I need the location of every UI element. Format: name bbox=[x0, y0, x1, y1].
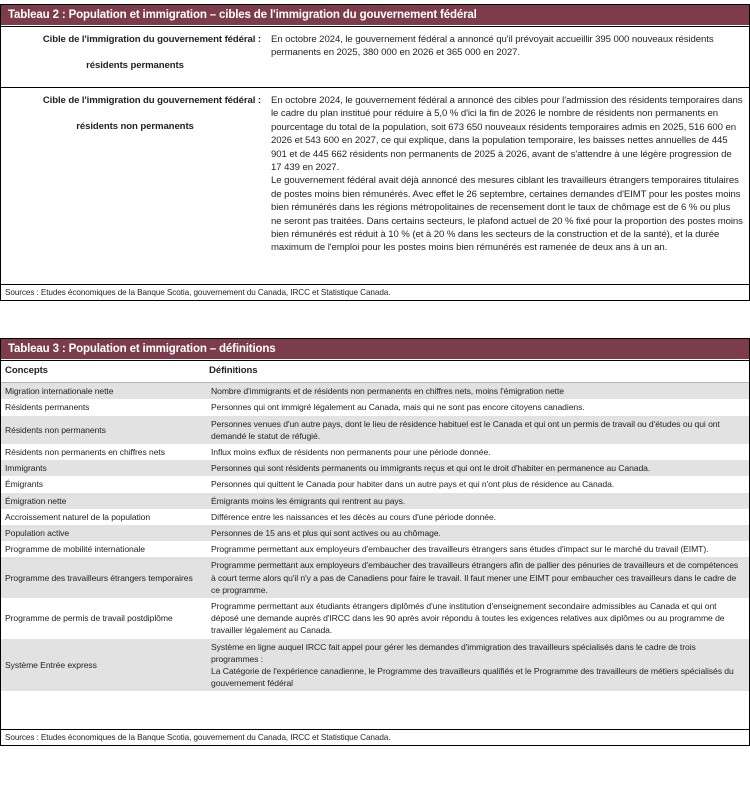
table-row bbox=[1, 493, 749, 509]
table-2-row-1-value bbox=[265, 88, 749, 261]
concept-cell: Immigrants bbox=[1, 460, 205, 476]
definition-cell: Personnes venues d'un autre pays, dont le lieu de résidence habituel est le Canada et qui ont un permis de travail ou d'études ou qui ont demandé le statut de réfugié. bbox=[205, 416, 749, 444]
table-row bbox=[1, 383, 749, 400]
table-2-title: Tableau 2 : Population et immigration – cibles de l'immigration du gouvernement fédéral bbox=[1, 5, 749, 26]
table-2-row-0-label bbox=[1, 27, 265, 79]
table-row bbox=[1, 399, 749, 415]
concept-cell: Programme des travailleurs étrangers temporaires bbox=[1, 557, 205, 598]
table-2-row-1-label bbox=[1, 88, 265, 140]
definition-cell: Programme permettant aux employeurs d'embaucher des travailleurs étrangers sans études d'impact sur le marché du travail (EIMT). bbox=[205, 541, 749, 557]
table-2-block bbox=[0, 4, 750, 301]
table-row bbox=[1, 444, 749, 460]
table-2-row-0-label-main: Cible de l'immigration du gouvernement fédéral : bbox=[42, 34, 261, 45]
definitions-table-head bbox=[1, 361, 749, 383]
table-2-row-1-label-main: Cible de l'immigration du gouvernement fédéral : bbox=[42, 95, 261, 106]
concept-cell: Migration internationale nette bbox=[1, 383, 205, 400]
table-row bbox=[1, 416, 749, 444]
definition-cell: Personnes qui sont résidents permanents ou immigrants reçus et qui ont le droit d'habiter en permanence au Canada. bbox=[205, 460, 749, 476]
table-row bbox=[1, 525, 749, 541]
table-2-body bbox=[1, 26, 749, 284]
table-row bbox=[1, 557, 749, 598]
definition-cell: Nombre d'immigrants et de résidents non permanents en chiffres nets, moins l'émigration nette bbox=[205, 383, 749, 400]
table-row bbox=[1, 509, 749, 525]
table-row bbox=[1, 598, 749, 639]
table-header-row bbox=[1, 361, 749, 383]
table-row bbox=[1, 460, 749, 476]
definitions-table-body bbox=[1, 383, 749, 692]
table-row bbox=[1, 476, 749, 492]
concept-cell: Émigrants bbox=[1, 476, 205, 492]
table-row bbox=[1, 27, 749, 88]
concept-cell: Programme de permis de travail postdiplôme bbox=[1, 598, 205, 639]
table-3-title: Tableau 3 : Population et immigration – définitions bbox=[1, 339, 749, 360]
concept-cell: Émigration nette bbox=[1, 493, 205, 509]
concept-cell: Accroissement naturel de la population bbox=[1, 509, 205, 525]
definition-cell: Personnes qui quittent le Canada pour habiter dans un autre pays et qui n'ont plus de résidence au Canada. bbox=[205, 476, 749, 492]
table-2-sources: Sources : Etudes économiques de la Banque Scotia, gouvernement du Canada, IRCC et Statistique Canada. bbox=[1, 284, 749, 300]
table-2-row-0-para-0: En octobre 2024, le gouvernement fédéral a annoncé qu'il prévoyait accueillir 395 000 nouveaux résidents permanents en 2025, 380 000 en 2026 et 365 000 en 2027. bbox=[271, 34, 714, 59]
concept-cell: Résidents non permanents bbox=[1, 416, 205, 444]
table-2-row-1-para-1: Le gouvernement fédéral avait déjà annoncé des mesures ciblant les travailleurs étrangers temporaires titulaires de postes moins bien rémunérés. Avec effet le 26 septembre, certaines demandes d'EIMT pour les postes moins bien rémunérés dans les régions métropolitaines de recensement dont le taux de chômage est de 6 % ou plus ne seront pas traitées. Dans certains secteurs, le plafond actuel de 20 % fixé pour la proportion des postes moins bien rémunérés est réduit à 10 % (et à 20 % dans les secteurs de la construction et de la santé), et la durée maximum de l'emploi pour les postes moins bien rémunérés est ramenée de deux ans à un an. bbox=[271, 175, 743, 254]
table-3-body bbox=[1, 360, 749, 729]
table-3-sources: Sources : Etudes économiques de la Banque Scotia, gouvernement du Canada, IRCC et Statistique Canada. bbox=[1, 729, 749, 745]
table-row bbox=[1, 639, 749, 692]
table-2-row-1-label-sub: résidents non permanents bbox=[76, 121, 194, 133]
table-3-block bbox=[0, 338, 750, 746]
table-row bbox=[1, 541, 749, 557]
concept-cell: Système Entrée express bbox=[1, 639, 205, 692]
table-2-row-0-value bbox=[265, 27, 749, 66]
concept-cell: Population active bbox=[1, 525, 205, 541]
table-2-row-1-para-0: En octobre 2024, le gouvernement fédéral a annoncé des cibles pour l'admission des résidents temporaires dans le cadre du plan institué pour réduire à 5,0 % d'ici la fin de 2026 le nombre de résidents non permanents en pourcentage du total de la population, soit 673 650 nouveaux résidents temporaires admis en 2025, 516 600 en 2026 et 543 600 en 2027, ce qui explique, dans la population temporaire, les baisses nettes annuelles de 445 901 et de 445 662 résidents non permanents de 2025 à 2026, avant de s'attendre à une légère progression de 17 439 en 2027. bbox=[271, 95, 743, 174]
concept-cell: Programme de mobilité internationale bbox=[1, 541, 205, 557]
definition-cell: Influx moins exflux de résidents non permanents pour une période donnée. bbox=[205, 444, 749, 460]
concept-cell: Résidents permanents bbox=[1, 399, 205, 415]
table-row bbox=[1, 88, 749, 284]
table-3-trailing-space bbox=[1, 691, 749, 729]
definitions-table bbox=[1, 361, 749, 691]
definition-cell: Émigrants moins les émigrants qui rentrent au pays. bbox=[205, 493, 749, 509]
definition-cell: Personnes de 15 ans et plus qui sont actives ou au chômage. bbox=[205, 525, 749, 541]
concept-cell: Résidents non permanents en chiffres nets bbox=[1, 444, 205, 460]
table-2-row-0-label-sub: résidents permanents bbox=[86, 60, 184, 72]
definition-cell: Personnes qui ont immigré légalement au Canada, mais qui ne sont pas encore citoyens canadiens. bbox=[205, 399, 749, 415]
definition-cell: Programme permettant aux étudiants étrangers diplômés d'une institution d'enseignement secondaire admissibles au Canada et qui ont déposé une demande auprès d'IRCC dans les 90 après avoir répondu à toutes les exigences relatives aux diplômes ou au programme de travailler légalement au Canada. bbox=[205, 598, 749, 639]
column-header-definitions: Définitions bbox=[205, 361, 749, 383]
definition-cell: Système en ligne auquel IRCC fait appel pour gérer les demandes d'immigration des travailleurs spécialisés dans le cadre de trois programmes : La Catégorie de l'expérience canadienne, le Programme des travailleurs qualifiés et le Programme des travailleurs de métiers spécialisés du gouvernement fédéral bbox=[205, 639, 749, 692]
definition-cell: Différence entre les naissances et les décès au cours d'une période donnée. bbox=[205, 509, 749, 525]
definition-cell: Programme permettant aux employeurs d'embaucher des travailleurs étrangers afin de pallier des pénuries de travailleurs et de compétences à court terme alors qu'il n'y a pas de Canadiens pour faire le travail. Il faut mener une EIMT pour embaucher ces travailleurs dans le cadre de ce programme. bbox=[205, 557, 749, 598]
column-header-concepts: Concepts bbox=[1, 361, 205, 383]
